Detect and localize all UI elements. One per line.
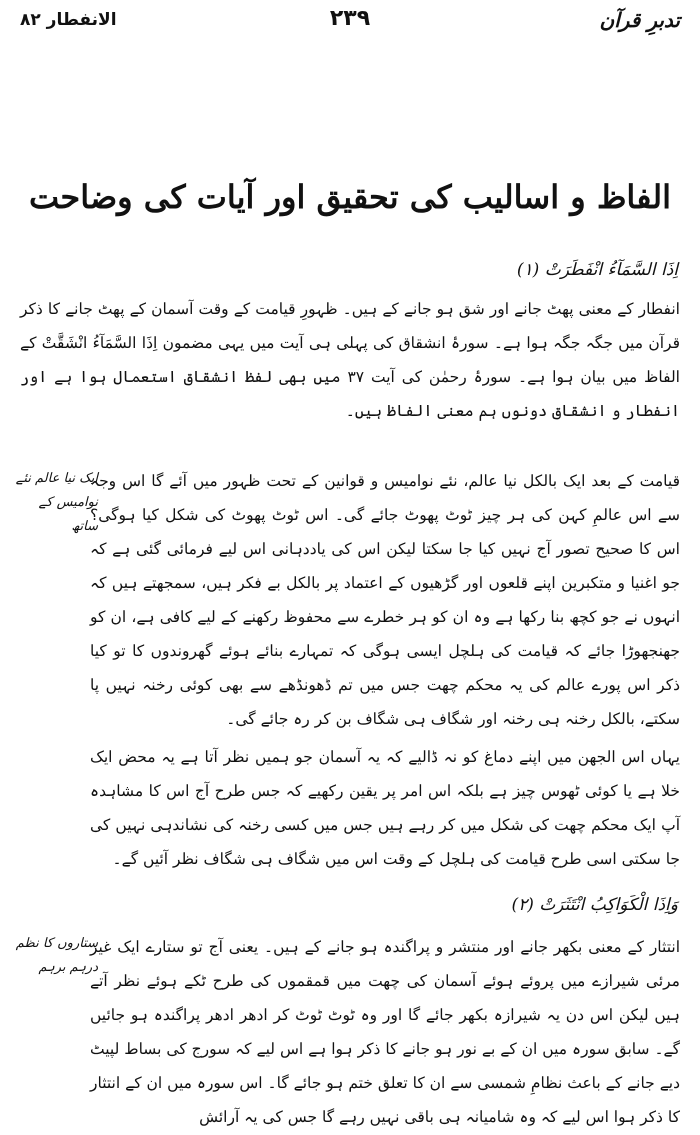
page-header [20,6,680,40]
page-number: ۲۳۹ [329,6,371,31]
paragraph-2: قیامت کے بعد ایک بالکل نیا عالم، نئے نوامیس و قوانین کے تحت ظہور میں آئے گا اس وجہ سے اس عالمِ کہن کی ہر چیز ٹوٹ پھوٹ جائے گی۔ اس ٹوٹ پھوٹ کی شکل کیا ہوگی؟ اس کا صحیح تصور آج نہیں کیا جا سکتا لیکن اس کی یاددہانی اس لیے فرمائی گئی ہے کہ جو اغنیا و متکبرین اپنے قلعوں اور گڑھیوں کے اعتماد پر بالکل بے فکر ہیں، سمجھتے ہیں کہ انہوں نے جو کچھ بنا رکھا ہے وہ ان کو ہر خطرے سے محفوظ رکھنے کے لیے کافی ہے، ان کو جھنجھوڑا جائے کہ قیامت کی ہلچل ایسی ہوگی کہ تمہارے بنائے ہوئے گھروندوں کا تو کیا ذکر اس پورے عالم کی یہ محکم چھت جس میں تم ڈھونڈھے سے بھی کوئی رخنہ نہیں پا سکتے، بالکل رخنہ ہی رخنہ اور شگاف ہی شگاف بن کر رہ جائے گی۔ [90,472,680,728]
margin-note-1: ایک نیا عالم نئے نوامیس کے ساتھ [15,471,98,534]
margin-note-2: ستاروں کا نظم درہم برہم [15,936,98,975]
section-heading: الفاظ و اسالیب کی تحقیق اور آیات کی وضاحت [29,178,671,216]
paragraph-3: یہاں اس الجھن میں اپنے دماغ کو نہ ڈالیے کہ یہ آسمان جو ہمیں نظر آتا ہے یہ محض ایک خلا ہے یا کوئی ٹھوس چیز ہے بلکہ اس امر پر یقین رکھیے کہ جس طرح آج اس کا مشاہدہ آپ ایک محکم چھت کی شکل میں کر رہے ہیں جس میں کسی رخنہ کی نشاندہی نہیں کی جا سکتی اسی طرح قیامت کی ہلچل کے وقت اس میں شگاف ہی شگاف نظر آئیں گے۔ [90,748,680,868]
paragraph-4: انتثار کے معنی بکھر جانے اور منتشر و پراگندہ ہو جانے کے ہیں۔ یعنی آج تو ستارے ایک غیر مرئی شیرازے میں پروئے ہوئے آسمان کی چھت میں قمقموں کی طرح ٹکے ہوئے نظر آتے ہیں لیکن اس دن یہ شیرازہ بکھر جائے گا اور وہ ٹوٹ ٹوٹ کر ادھر ادھر پراگندہ ہو جائیں گے۔ سابق سورہ میں ان کے بے نور ہو جانے کا ذکر ہوا ہے اس لیے کہ سورج کی بساط لپیٹ دیے جانے کے باعث نظامِ شمسی سے ان کا تعلق ختم ہو جائے گا۔ اس سورہ میں ان کے انتثار کا ذکر ہوا اس لیے کہ وہ شامیانہ ہی باقی نہیں رہے گا جس کی یہ آرائش [90,938,680,1126]
surah-reference: الانفطار ۸۲ [20,10,117,30]
book-title: تدبرِ قرآن [599,8,680,32]
verse-2: وَاِذَا الْكَوَاكِبُ انْتَثَرَتْ (۲) [511,895,678,915]
verse-1: اِذَا السَّمَآءُ انْفَطَرَتْ (۱) [516,260,678,280]
paragraph-1: انفطار کے معنی پھٹ جانے اور شق ہو جانے کے ہیں۔ ظہورِ قیامت کے وقت آسمان کے پھٹ جانے کا ذکر قرآن میں جگہ جگہ ہوا ہے۔ سورۂ انشقاق کی پہلی ہی آیت میں یہی مضمون اِذَا السَّمَآءُ انْشَقَّتْ کے الفاظ میں بیان ہوا ہے۔ سورۂ رحمٰن کی آیت ۳۷ میں بھی لفظ انشقاق استعمال ہوا ہے اور انفطار و انشقاق دونوں ہم معنی الفاظ ہیں۔ [20,300,680,420]
